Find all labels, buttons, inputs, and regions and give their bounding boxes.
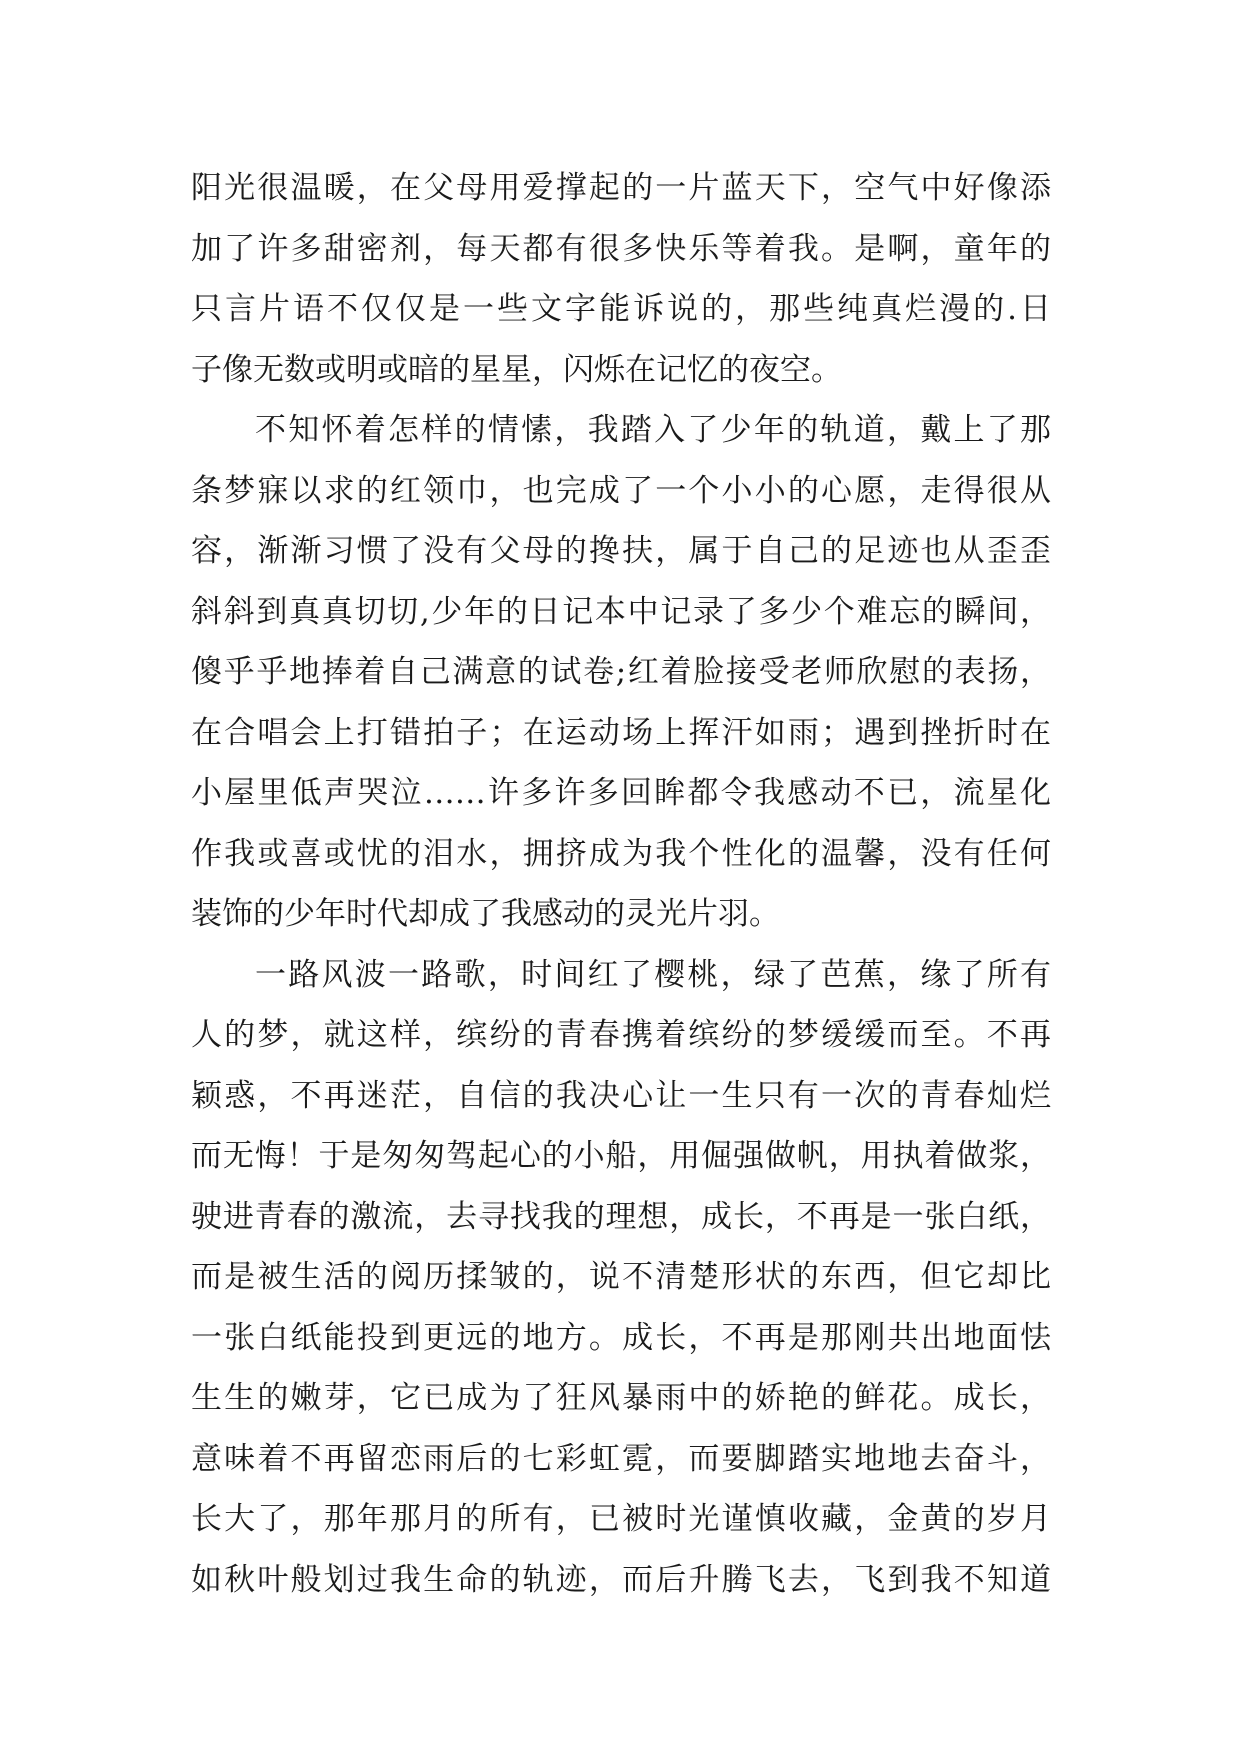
text-line: 一路风波一路歌，时间红了樱桃，绿了芭蕉，缘了所有 xyxy=(255,956,1051,993)
text-line: 不知怀着怎样的情愫，我踏入了少年的轨道，戴上了那 xyxy=(255,412,1051,448)
text-line: 而是被生活的阅历揉皱的，说不清楚形状的东西，但它却比 xyxy=(191,1259,1051,1295)
text-line: 只言片语不仅仅是一些文字能诉说的，那些纯真烂漫的.日 xyxy=(191,291,1051,327)
body-text xyxy=(191,158,1051,1610)
text-line: 加了许多甜密剂，每天都有很多快乐等着我。是啊，童年的 xyxy=(191,230,1051,267)
text-line: 子像无数或明或暗的星星，闪烁在记忆的夜空。 xyxy=(191,351,842,388)
text-line: 装饰的少年时代却成了我感动的灵光片羽。 xyxy=(191,896,780,932)
text-line: 作我或喜或忧的泪水，拥挤成为我个性化的温馨，没有任何 xyxy=(191,835,1051,872)
text-line: 傻乎乎地捧着自己满意的试卷;红着脸接受老师欣慰的表扬， xyxy=(191,654,1051,690)
text-line: 人的梦，就这样，缤纷的青春携着缤纷的梦缓缓而至。不再 xyxy=(191,1017,1051,1053)
text-line: 在合唱会上打错拍子；在运动场上挥汗如雨；遇到挫折时在 xyxy=(191,714,1051,751)
text-line: 颖惑，不再迷茫，自信的我决心让一生只有一次的青春灿烂 xyxy=(191,1077,1051,1114)
text-line: 斜斜到真真切切,少年的日记本中记录了多少个难忘的瞬间， xyxy=(191,593,1051,630)
text-line: 而无悔！于是匆匆驾起心的小船，用倔强做帆，用执着做浆， xyxy=(191,1138,1051,1174)
text-line: 一张白纸能投到更远的地方。成长，不再是那刚共出地面怯 xyxy=(191,1319,1051,1356)
text-line: 阳光很温暖，在父母用爱撑起的一片蓝天下，空气中好像添 xyxy=(191,170,1051,206)
text-line: 生生的嫩芽，它已成为了狂风暴雨中的娇艳的鲜花。成长， xyxy=(191,1380,1051,1416)
text-line: 意味着不再留恋雨后的七彩虹霓，而要脚踏实地地去奋斗， xyxy=(191,1440,1051,1477)
text-line: 条梦寐以求的红领巾，也完成了一个小小的心愿，走得很从 xyxy=(191,472,1051,509)
text-line: 长大了，那年那月的所有，已被时光谨慎收藏，金黄的岁月 xyxy=(191,1501,1051,1537)
text-line: 如秋叶般划过我生命的轨迹，而后升腾飞去，飞到我不知道 xyxy=(191,1561,1051,1598)
text-line: 小屋里低声哭泣……许多许多回眸都令我感动不已，流星化 xyxy=(191,775,1051,811)
text-line: 驶进青春的激流，去寻找我的理想，成长，不再是一张白纸， xyxy=(191,1198,1051,1235)
text-line: 容，渐渐习惯了没有父母的搀扶，属于自己的足迹也从歪歪 xyxy=(191,533,1051,569)
